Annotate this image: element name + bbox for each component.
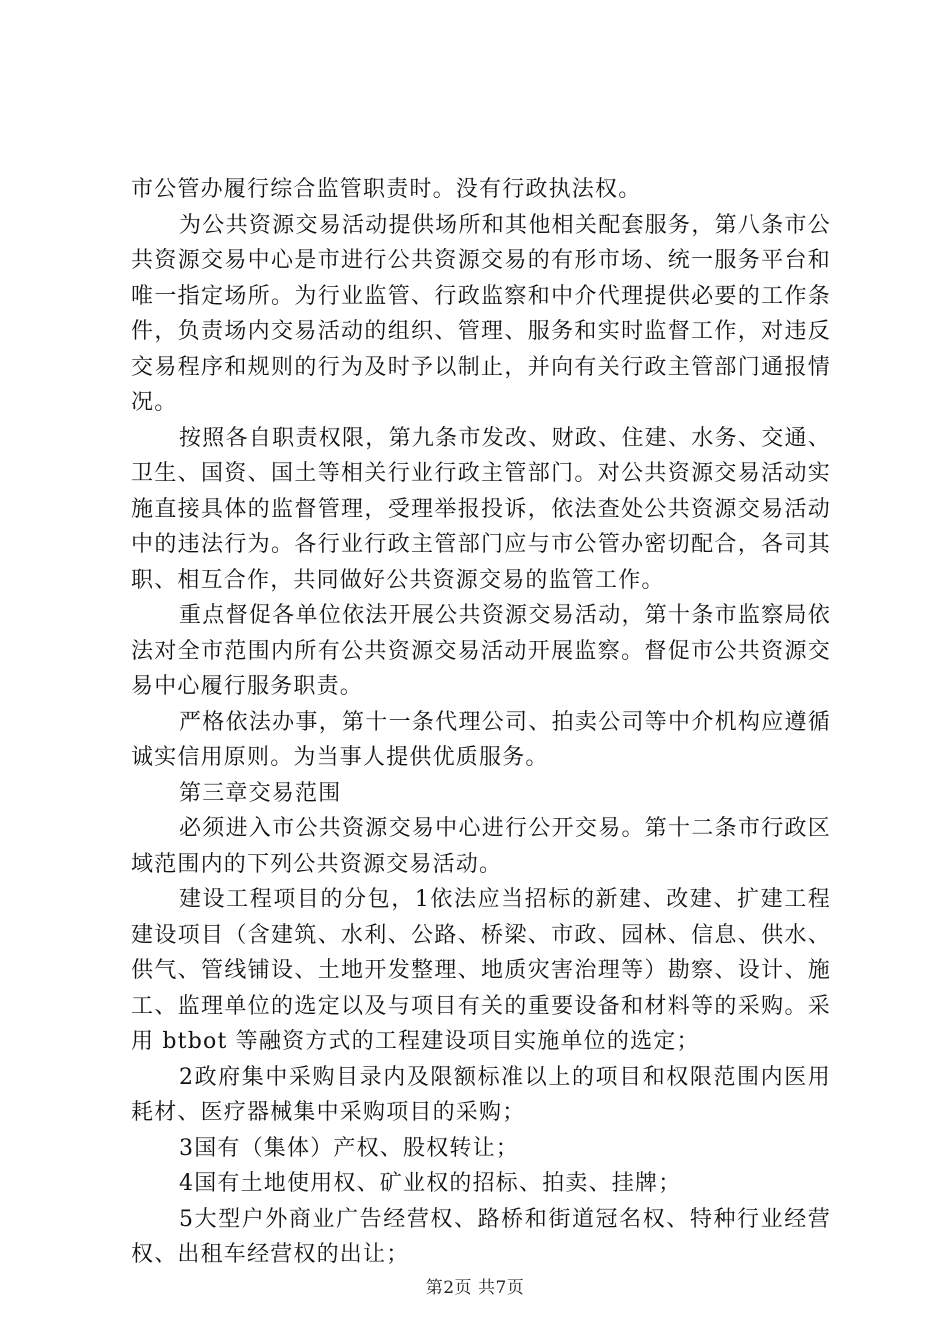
paragraph: 重点督促各单位依法开展公共资源交易活动，第十条市监察局依法对全市范围内所有公共资源交易活动开展监察。督促市公共资源交易中心履行服务职责。	[131, 603, 831, 699]
paragraph: 为公共资源交易活动提供场所和其他相关配套服务，第八条市公共资源交易中心是市进行公共资源交易的有形市场、统一服务平台和唯一指定场所。为行业监管、行政监察和中介代理提供必要的工作条件，负责场内交易活动的组织、管理、服务和实时监督工作，对违反交易程序和规则的行为及时予以制止，并向有关行政主管部门通报情况。	[131, 212, 831, 415]
list-item: 5大型户外商业广告经营权、路桥和街道冠名权、特种行业经营权、出租车经营权的出让；	[131, 1206, 831, 1267]
paragraph: 建设工程项目的分包，1依法应当招标的新建、改建、扩建工程建设项目（含建筑、水利、公路、桥梁、市政、园林、信息、供水、供气、管线铺设、土地开发整理、地质灾害治理等）勘察、设计、施工、监理单位的选定以及与项目有关的重要设备和材料等的采购。采用 btbot 等融资方式的工程建设项目实施单位的选定；	[131, 887, 831, 1054]
page-number-footer: 第2页 共7页	[425, 1278, 525, 1298]
document-body	[131, 172, 831, 1273]
paragraph: 严格依法办事，第十一条代理公司、拍卖公司等中介机构应遵循诚实信用原则。为当事人提供优质服务。	[131, 709, 831, 770]
paragraph: 市公管办履行综合监管职责时。没有行政执法权。	[131, 177, 642, 202]
list-item: 3国有（集体）产权、股权转让；	[179, 1135, 519, 1161]
paragraph: 按照各自职责权限，第九条市发改、财政、住建、水务、交通、卫生、国资、国土等相关行业行政主管部门。对公共资源交易活动实施直接具体的监督管理，受理举报投诉，依法查处公共资源交易活动中的违法行为。各行业行政主管部门应与市公管办密切配合，各司其职、相互合作，共同做好公共资源交易的监管工作。	[131, 425, 831, 593]
list-item: 2政府集中采购目录内及限额标准以上的项目和权限范围内医用耗材、医疗器械集中采购项目的采购；	[131, 1064, 831, 1125]
paragraph: 必须进入市公共资源交易中心进行公开交易。第十二条市行政区域范围内的下列公共资源交易活动。	[131, 816, 831, 877]
chapter-heading: 第三章交易范围	[179, 780, 342, 806]
list-item: 4国有土地使用权、矿业权的招标、拍卖、挂牌；	[179, 1171, 682, 1196]
